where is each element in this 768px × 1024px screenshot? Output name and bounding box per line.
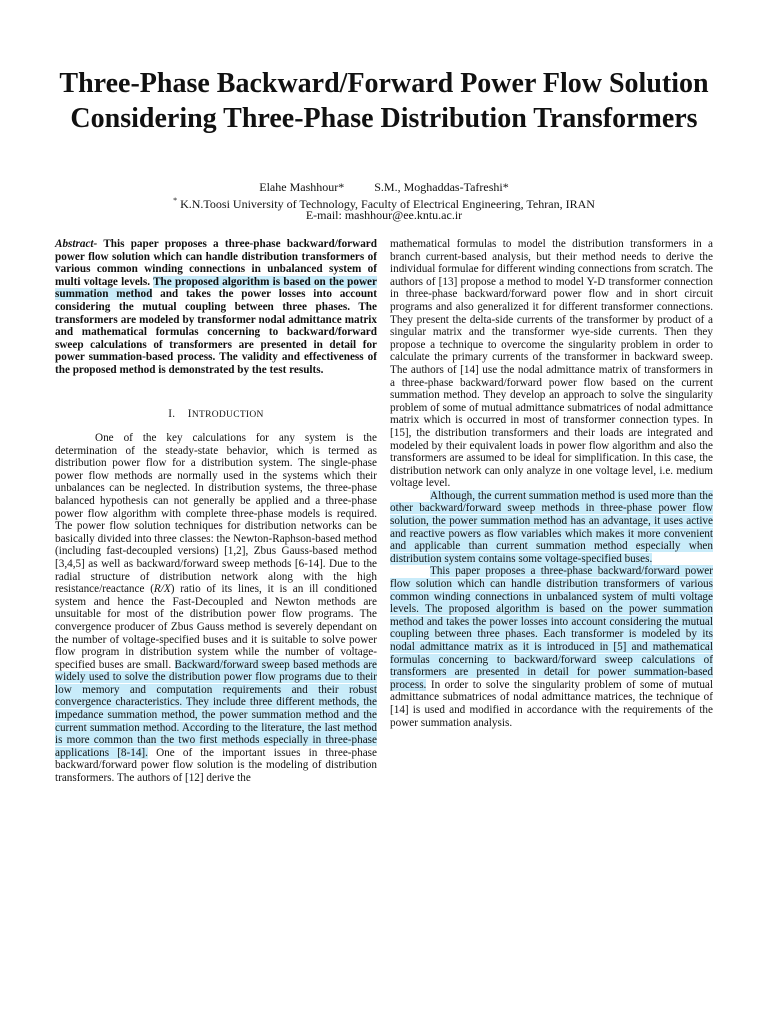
intro-heading-rest: NTRODUCTION — [191, 410, 264, 420]
intro-heading-number: I. — [168, 408, 176, 420]
paper-title: Three-Phase Backward/Forward Power Flow Solution Considering Three-Phase Distribution Transformers — [59, 68, 709, 134]
right-paragraph-1: mathematical formulas to model the distribution transformers in a branch current-based analysis, but their method needs to derive the individual formulae for different winding connections from scratch. The authors of [13] propose a method to model Y-D transformer connection in three-phase backward/forward power flow and in short circuit programs and also generalized it for different transformer connections. They present the delta-side currents of the transformer by product of a singular matrix and the transformer wye-side currents. Then they propose a technique to overcome the singularity problem in order to calculate the primary currents of the transformer in backward sweep. The authors of [14] use the nodal admittance matrix of transformers in a three-phase backward/forward power flow based on the current summation method. They develop an approach to solve the singularity problem of some of mutual admittance submatrices of nodal admittance matrix which is occurred in most of transformer connection types. In [15], the distribution transformers and their loads are integrated and modeled by their equivalent loads in power flow algorithm and also the transformers are assumed to be ideal for simplification. In this case, the distribution network can only analyze in one voltage level, i.e. medium voltage level. — [390, 238, 713, 490]
right-column — [390, 238, 713, 729]
intro-text-3: One of the important issues in three-phase backward/forward power flow solution is the modeling of distribution transformers. The authors of [12] derive the — [55, 746, 377, 785]
right-paragraph-3-text: In order to solve the singularity problem of some of mutual admittance submatrices of nodal admittance matrices, the technique of [14] is used and modified in accordance with the requirements of the power summation analysis. — [390, 678, 713, 729]
intro-highlight: Backward/forward sweep based methods are widely used to solve the distribution power flow programs due to their low memory and computation requirements and their robust convergence characteristics. They include three different methods, the impedance summation method, the power summation method and the current summation method. According to the literature, the last method is more common than the two first methods especially in three-phase applications [8-14]. — [55, 658, 377, 759]
intro-paragraph — [55, 432, 377, 785]
intro-text-2: ) ratio of its lines, it is an ill conditioned system and hence the Fast-Decoupled and Newton methods are unsuitable for most of the distribution power flow programs. The convergence producer of Zbus Gauss method is severely dependant on the number of voltage-specified buses and it is suitable to solve power flow program in distribution system while the number of voltage-specified buses are small. — [55, 583, 377, 671]
abstract-paragraph — [55, 238, 377, 377]
right-paragraph-2-highlight: Although, the current summation method is used more than the other backward/forward sweep methods in three-phase power flow solution, the power summation method has an advantage, it uses active and reactive powers as flow variables which makes it more convenient and applicable than current summation method especially when distribution system contains some voltage-specified buses. — [390, 489, 713, 565]
right-paragraph-3 — [390, 565, 713, 729]
intro-text-1: One of the key calculations for any system is the determination of the steady-state behavior, which is termed as distribution power flow for a distribution system. The single-phase power flow methods are normally used in the systems which their unbalances can be neglected. In distribution systems, the three-phase balanced hypothesis can not generally be applied and a three-phase power flow algorithm with complete three-phase models is required. The power flow solution techniques for distribution networks can be basically divided into three classes: the Newton-Raphson-based method (including fast-decoupled versions) [1,2], Zbus Gauss-based method [3,4,5] as well as backward/forward sweep methods [6-14]. Due to the radial structure of distribution network along with the high resistance/reactance ( — [55, 432, 377, 596]
right-paragraph-3-highlight: This paper proposes a three-phase backward/forward power flow solution which can handle distribution transformers of various common winding connections in unbalanced system of multi voltage levels. The proposed algorithm is based on the power summation method and takes the power losses into account considering the mutual coupling between three phases. Each transformer is modeled by its nodal admittance matrix as it is introduced in [5] and mathematical formulas concerning to backward/forward sweep calculations of transformers are presented in detail for power summation-based process. — [390, 565, 713, 691]
abstract-lead: Abstract- — [55, 238, 98, 250]
abstract-text-2: and takes the power losses into account considering the mutual coupling between three phases. The transformers are modeled by transformer nodal admittance matrix and mathematical formulas concerning to backward/forward sweep calculations of transformers are presented in detail for power summation-based process. The validity and effectiveness of the proposed method is demonstrated by the test results. — [55, 288, 377, 376]
affiliation-text: K.N.Toosi University of Technology, Faculty of Electrical Engineering, Tehran, IRAN — [180, 197, 595, 211]
paper-email: E-mail: mashhour@ee.kntu.ac.ir — [305, 208, 463, 222]
intro-rx: R/X — [153, 583, 171, 596]
abstract-text-1: This paper proposes a three-phase backward/forward power flow solution which can handle distribution transformers of various common winding connections in unbalanced system of multi voltage levels. — [55, 238, 377, 288]
abstract-highlight: The proposed algorithm is based on the power summation method — [55, 275, 377, 301]
intro-heading-first: I — [187, 408, 192, 420]
right-paragraph-2 — [390, 490, 713, 566]
intro-section — [55, 432, 377, 785]
intro-heading — [55, 408, 377, 422]
affiliation-mark: * — [173, 196, 178, 205]
abstract-section — [55, 238, 377, 377]
paper-authors: Elahe Mashhour* S.M., Moghaddas-Tafreshi* — [259, 180, 509, 194]
